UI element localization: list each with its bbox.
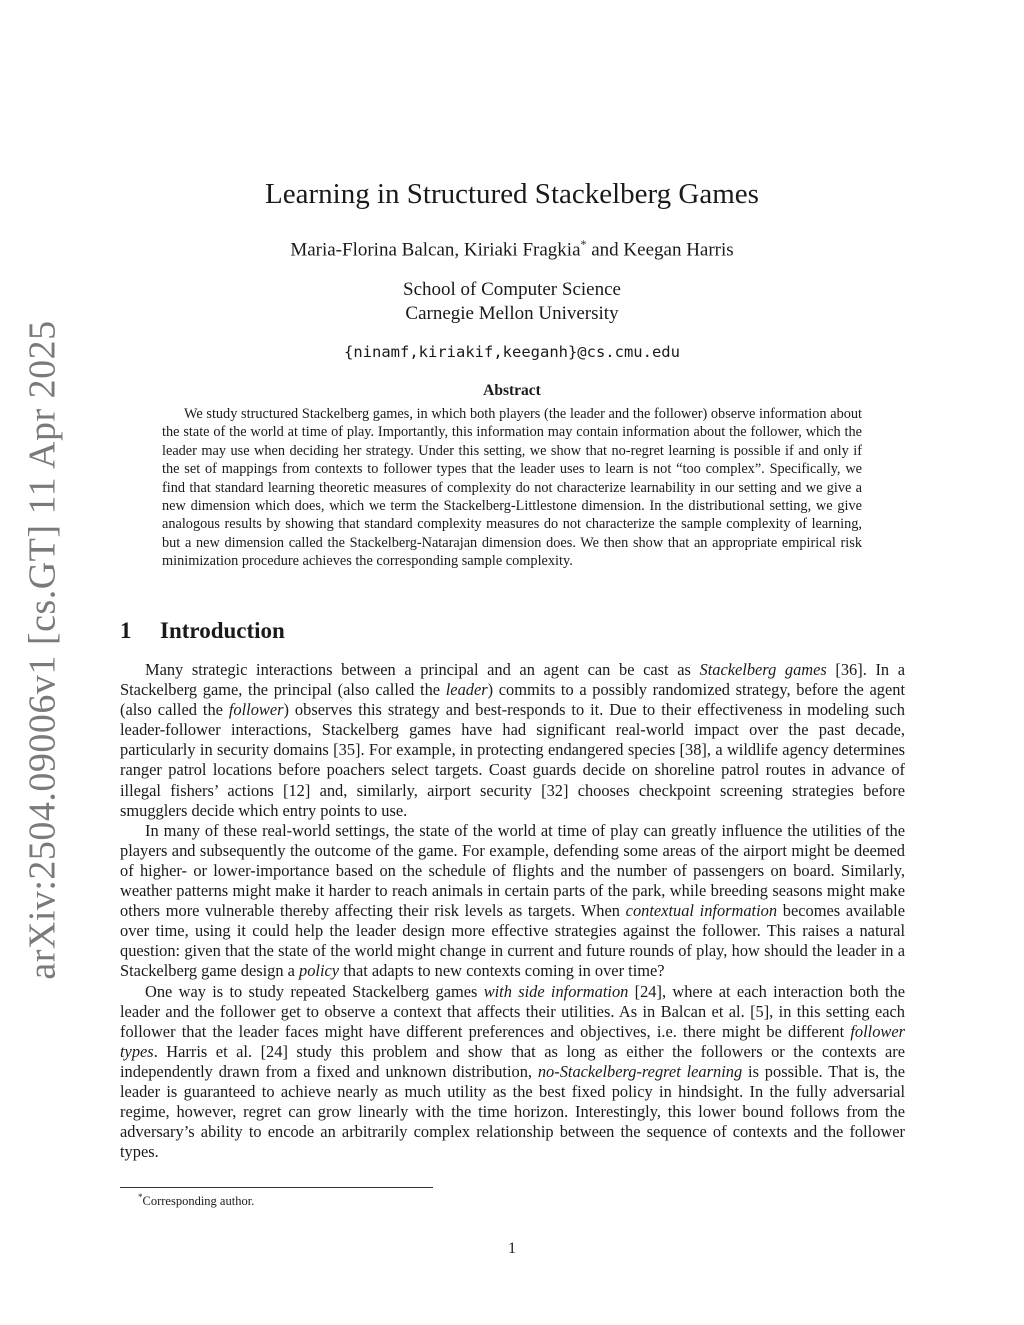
emphasis-text: Stackelberg games <box>699 660 827 679</box>
author-list <box>0 237 1024 261</box>
authors-names-first: Maria-Florina Balcan, Kiriaki Fragkia <box>290 239 581 261</box>
text-run: Many strategic interactions between a principal and an agent can be cast as <box>145 660 700 679</box>
section-number: 1 <box>120 618 132 643</box>
footnote-mark: * <box>138 1192 143 1202</box>
text-run: ) observes this strategy and best-responds to it. Due to their effectiveness in modeling such leader-follower interactions, Stackelberg games have had significant real-world impact over the past decade, particularly in security domains [35]. For example, in protecting endangered species [38], a wildlife agency determines ranger patrol locations before poachers select targets. Coast guards decide on shoreline patrol routes in advance of illegal fishers’ actions [12] and, similarly, airport security [32] chooses checkpoint screening strategies before smugglers decide which entry points to use. <box>120 700 906 820</box>
arxiv-identifier-text: arXiv:2504.09006v1 [cs.GT] 11 Apr 2025 <box>22 320 65 980</box>
emphasis-text: contextual information <box>625 901 778 921</box>
footnote-divider <box>120 1187 433 1188</box>
affiliation-university: Carnegie Mellon University <box>405 303 619 324</box>
paper-title: Learning in Structured Stackelberg Games <box>265 178 759 210</box>
arxiv-identifier-stamp <box>18 320 68 980</box>
affiliation <box>0 278 1024 326</box>
paragraph-1 <box>120 660 905 821</box>
emphasis-text: with side information <box>483 981 629 1001</box>
text-run: One way is to study repeated Stackelberg games <box>145 981 484 1001</box>
text-run: that adapts to new contexts coming in over time? <box>339 961 665 981</box>
abstract-heading: Abstract <box>483 382 541 399</box>
emphasis-text: follower types <box>120 1021 905 1061</box>
affiliation-school: School of Computer Science <box>403 279 621 300</box>
text-run: [24], where at each interaction both the leader and the follower get to observe a context that affects their utilities. As in Balcan et al. [5], in this setting each follower that the leader faces might have different preferences and objectives, i.e. there might be different <box>120 981 905 1041</box>
text-run: becomes available over time, using it could help the leader design more effective strategies against the follower. This raises a natural question: given that the state of the world might change in current and future rounds of play, how should the leader in a Stackelberg game design a <box>120 901 905 981</box>
authors-names-last: and Keegan Harris <box>586 239 734 261</box>
introduction-body <box>120 660 905 1162</box>
text-run: ) commits to a possibly randomized strategy, before the agent (also called the <box>120 680 905 720</box>
paragraph-2 <box>120 821 905 982</box>
corresponding-author-mark: * <box>580 237 587 251</box>
section-title: Introduction <box>160 618 285 643</box>
author-emails: {ninamf,kiriakif,keeganh}@cs.cmu.edu <box>344 343 680 361</box>
emphasis-text: no-Stackelberg-regret learning <box>537 1061 743 1081</box>
text-run: is possible. That is, the leader is guaranteed to achieve nearly as much utility as the best fixed policy in hindsight. In the fully adversarial regime, however, regret can grow linearly with the time horizon. Interestingly, this lower bound follows from the adversary’s ability to encode an arbitrarily complex relationship between the sequence of contexts and the follower types. <box>120 1061 905 1162</box>
text-run: [36]. In a Stackelberg game, the principal (also called the <box>120 660 905 700</box>
emphasis-text: follower <box>228 700 284 720</box>
abstract-text: We study structured Stackelberg games, in which both players (the leader and the follower) observe information about the state of the world at time of play. Importantly, this information may contain information about the follower, which the leader may use when deciding her strategy. Under this setting, we show that no-regret learning is possible if and only if the set of mappings from contexts to follower types that the leader uses to learn is not “too complex”. Specifically, we find that standard learning theoretic measures of complexity do not characterize learnability in our setting and we give a new dimension which does, which we term the Stackelberg-Littlestone dimension. In the distributional setting, we give analogous results by showing that standard complexity measures do not characterize the sample complexity of learning, but a new dimension called the Stackelberg-Natarajan dimension does. We then show that an appropriate empirical risk minimization procedure achieves the corresponding sample complexity. <box>162 406 862 570</box>
text-run: . Harris et al. [24] study this problem and show that as long as either the followers or the contexts are independently drawn from a fixed and unknown distribution, <box>120 1041 905 1081</box>
text-run: In many of these real-world settings, the state of the world at time of play can greatly influence the utilities of the players and subsequently the outcome of the game. For example, defending some areas of the airport might be deemed of higher- or lower-importance based on the schedule of flights and the number of passengers on board. Similarly, weather patterns might make it harder to reach animals in certain parts of the park, while breeding seasons might make others more vulnerable thereby affecting their risk levels as targets. When <box>120 820 905 921</box>
footnote-text: Corresponding author. <box>142 1194 255 1209</box>
emphasis-text: leader <box>445 680 488 700</box>
section-heading <box>120 618 285 644</box>
emphasis-text: policy <box>299 961 340 981</box>
footnote <box>138 1192 254 1209</box>
page-number: 1 <box>508 1240 516 1257</box>
paragraph-3 <box>120 982 905 1163</box>
